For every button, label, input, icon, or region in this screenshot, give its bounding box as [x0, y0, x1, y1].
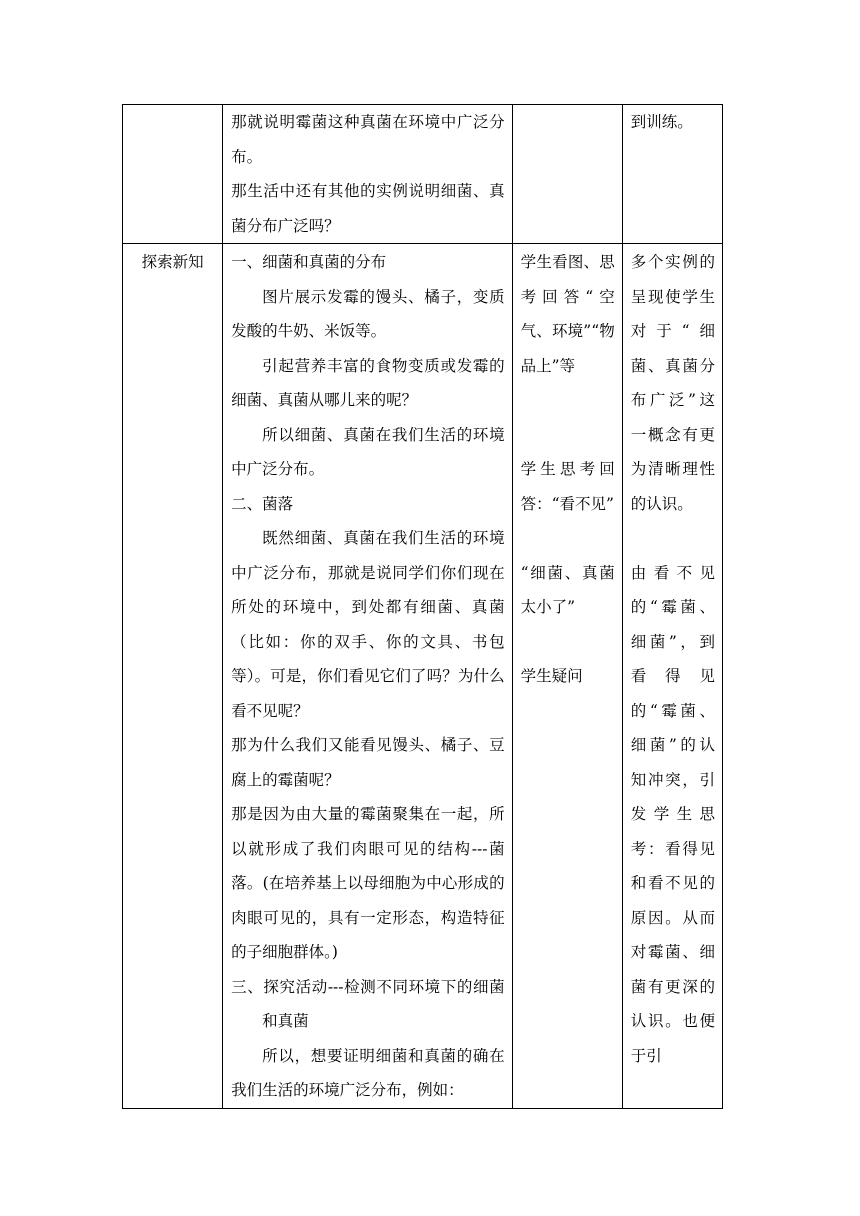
paragraph: 那是因为由大量的霉菌聚集在一起，所以就形成了我们肉眼可见的结构---菌落。(在培养基上以母细胞为中心形成的肉眼可见的，具有一定形态，构造特征的子细胞群体。) [231, 805, 505, 961]
design-intent-cell [622, 105, 722, 244]
student-activity-cell [512, 244, 622, 1109]
paragraph: 学生疑问 [520, 667, 583, 685]
section-heading: 二、菌落 [231, 494, 294, 513]
paragraph: 所以，想要证明细菌和真菌的确在我们生活的环境广泛分布，例如： [231, 1046, 505, 1099]
teacher-activity-cell [223, 244, 512, 1109]
paragraph: 学生思考回答：“看不见” [520, 460, 615, 513]
table-row [123, 244, 723, 1109]
paragraph: 图片展示发霉的馒头、橘子，变质发酸的牛奶、米饭等。 [231, 287, 505, 340]
paragraph: 引起营养丰富的食物变质或发霉的细菌、真菌从哪儿来的呢？ [231, 356, 505, 409]
design-intent-cell [622, 244, 722, 1109]
stage-cell [123, 105, 223, 244]
paragraph: 既然细菌、真菌在我们生活的环境中广泛分布，那就是说同学们你们现在所处的环境中，到处都有细菌、真菌（比如：你的双手、你的文具、书包等）。可是，你们看见它们了吗？为什么看不见呢？ [231, 529, 505, 720]
paragraph: “细菌、真菌太小了” [520, 563, 615, 616]
stage-cell [123, 244, 223, 1109]
paragraph: 那生活中还有其他的实例说明细菌、真菌分布广泛吗？ [231, 182, 505, 235]
paragraph: 多个实例的呈现使学生对于“细菌、真菌分布广泛”这一概念有更为清晰理性的认识。 [630, 253, 715, 513]
paragraph: 由看不见的“霉菌、细菌”，到看得见的“霉菌、细菌”的认知冲突，引发学生思考：看得见和看不见的原因。从而对霉菌、细菌有更深的认识。也便于引 [630, 563, 715, 1065]
teacher-activity-cell [223, 105, 512, 244]
paragraph: 到训练。 [630, 113, 693, 131]
paragraph: 那就说明霉菌这种真菌在环境中广泛分布。 [231, 113, 505, 166]
section-heading: 一、细菌和真菌的分布 [231, 253, 387, 271]
stage-label: 探索新知 [141, 253, 204, 271]
section-heading: 三、探究活动---检测不同环境下的细菌和真菌 [231, 977, 505, 1030]
table-row [123, 105, 723, 244]
student-activity-cell [512, 105, 622, 244]
paragraph: 那为什么我们又能看见馒头、橘子、豆腐上的霉菌呢？ [231, 736, 505, 789]
paragraph: 所以细菌、真菌在我们生活的环境中广泛分布。 [231, 425, 505, 478]
paragraph: 学生看图、思考回答“空气、环境”“物品上”等 [520, 253, 615, 375]
lesson-plan-table [122, 104, 723, 1109]
